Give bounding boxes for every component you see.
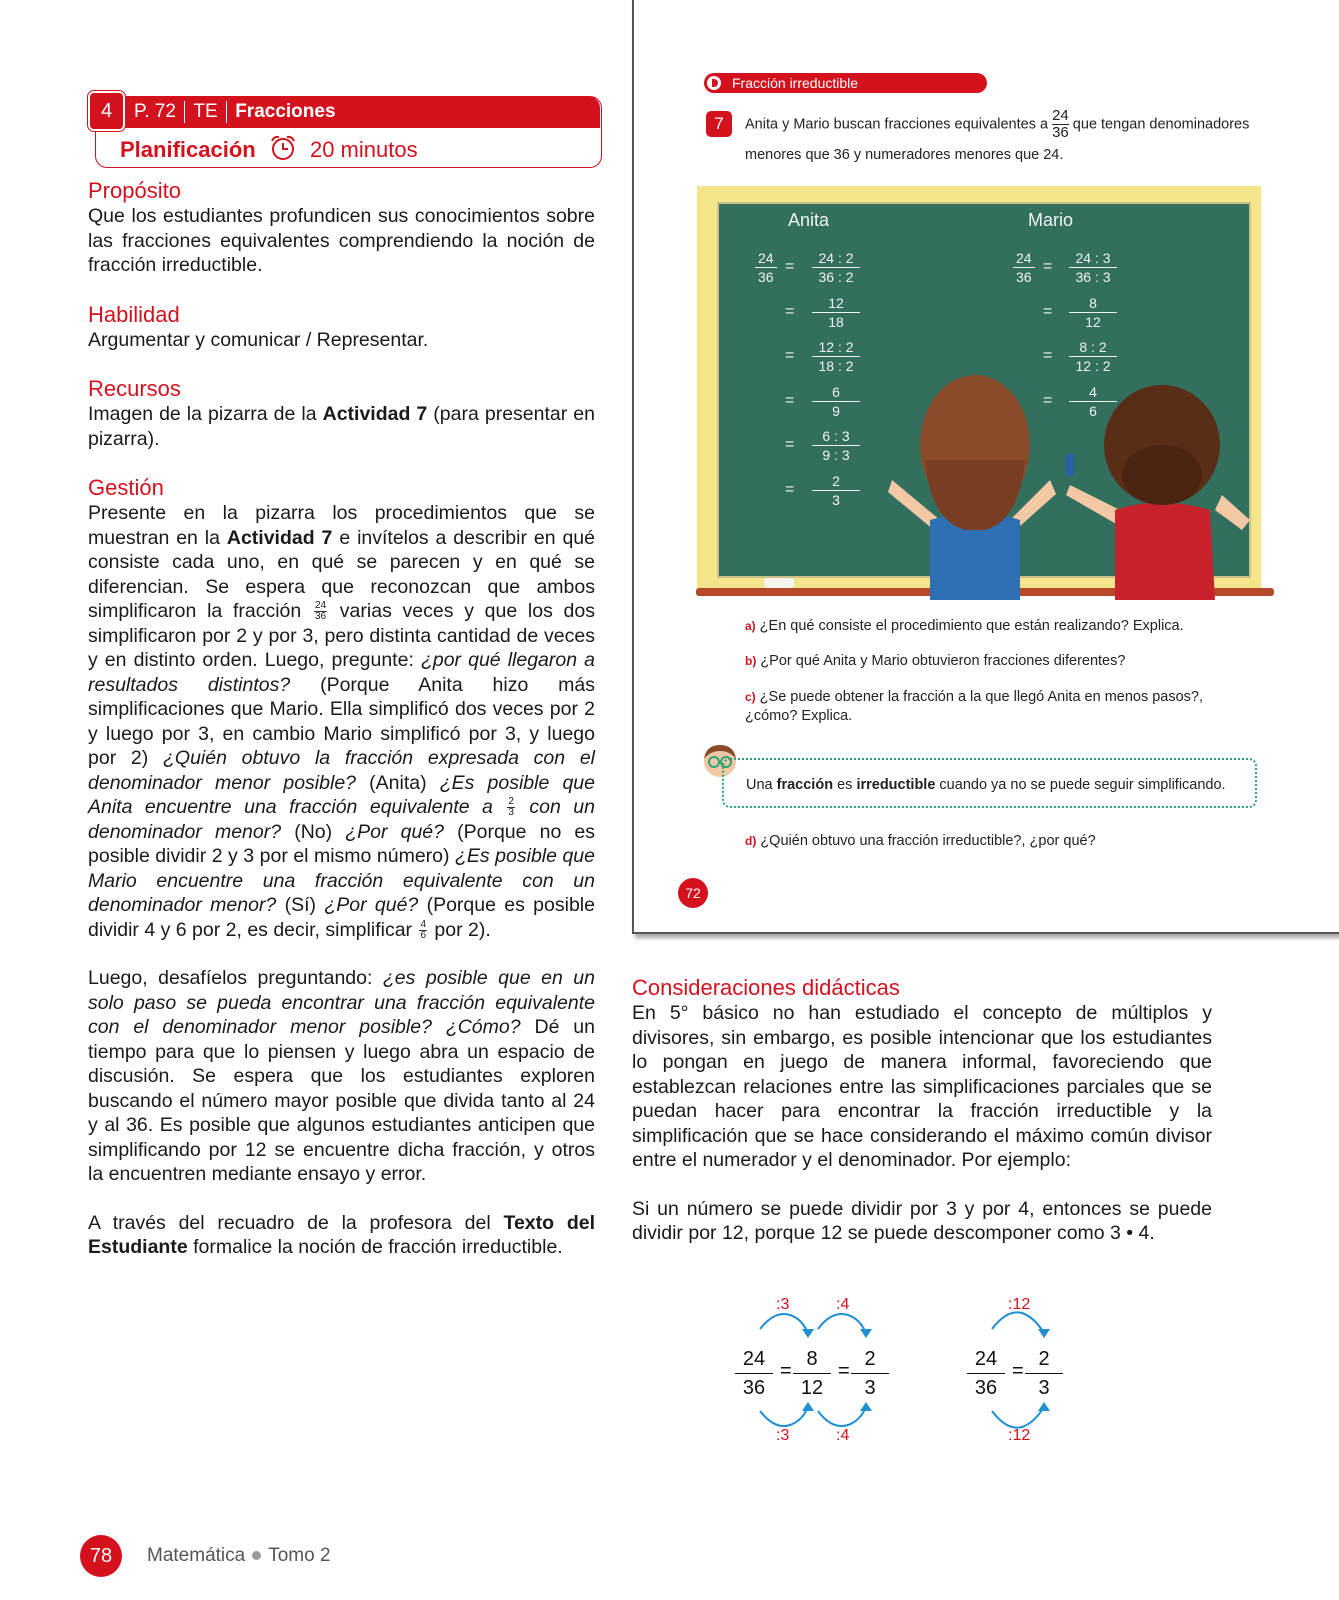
equals-sign: = <box>785 258 795 275</box>
equals-sign: = <box>780 1360 792 1382</box>
question-a: a) ¿En qué consiste el procedimiento que están realizando? Explica. <box>745 618 1184 634</box>
consideraciones-text: En 5° básico no han estudiado el concepto de múltiplos y divisores, sin embargo, es posible intencionar que los estudiantes lo pongan en juego de manera informal, favoreciendo que establezcan relaciones entre las simplificaciones parciales que se puedan hacer para encontrar la fracción irreductible y la simplificación que se hace considerando el máximo común divisor entre el numerador y el denominador. Por ejemplo: <box>632 1002 1212 1171</box>
board-fraction: 6 9 <box>812 383 860 420</box>
divide-label: :4 <box>836 1427 850 1444</box>
board-fraction: 24 : 2 36 : 2 <box>812 249 860 286</box>
equals-sign: = <box>785 347 795 364</box>
activity-question: Anita y Mario buscan fracciones equivalentes a $\frac{24}{36}$ que tengan denominadores menores que 36 y numeradores menores que 24. <box>745 107 1250 163</box>
diagram-fraction: 24 36 <box>735 1345 773 1402</box>
board-fraction: 8 : 2 12 : 2 <box>1069 338 1117 375</box>
board-fraction: 6 : 3 9 : 3 <box>812 427 860 464</box>
student-page-number: 72 <box>678 878 708 908</box>
challenge-text: Luego, desafíelos preguntando: ¿es posible que en un solo paso se pueda encontrar una fracción equivalente con el denominador menor posible? ¿Cómo? Dé un tiempo para que lo piensen y luego abra un espacio de discusión. Se espera que los estudiantes exploren buscando el número mayor posible que divida tanto al 24 y al 36. Es posible que algunos estudiantes anticipen que simplificando por 12 se encuentre dicha fracción, y otros la encuentren mediante ensayo y error. <box>88 967 595 1185</box>
proposito-text: Que los estudiantes profundicen sus conocimientos sobre las fracciones equivalentes comprendiendo la noción de fracción irreductible. <box>88 205 595 276</box>
equals-sign: = <box>785 391 795 409</box>
page-ref: P. 72 <box>134 101 176 122</box>
equals-sign: = <box>1043 391 1053 409</box>
fraction-4-6: $\frac{4}{6}$ <box>420 918 427 941</box>
footer-book: Matemática Tomo 2 <box>147 1545 331 1566</box>
equals-sign: = <box>785 436 795 453</box>
board-fraction: 2 3 <box>812 472 860 509</box>
planning-duration: 20 minutos <box>309 137 418 162</box>
recursos-text: Imagen de la pizarra de la Actividad 7 (para presentar en pizarra). <box>88 403 595 450</box>
gestion-text: Presente en la pizarra los procedimientos que se muestran en la Actividad 7 e invítelos a describir en qué consiste cada uno, en qué se parecen y en qué se diferencian. Se espera que reconozcan que ambos simplificaron la fracción $\frac{24}{36}$ varias veces y que los dos simplificaron por 2 y por 3, pero distinta cantidad de veces y en distinto orden. Luego, pregunte: ¿por qué llegaron a resultados distintos? (Porque Anita hizo más simplificaciones que Mario. Ella simplificó dos veces por 2 y luego por 3, en cambio Mario simplificó por 3, y luego por 2) ¿Quién obtuvo la fracción expresada con el denominador menor posible? (Anita) ¿Es posible que Anita encuentre una fracción equivalente a $\frac{2}{3}$ con un denominador menor? (No) ¿Por qué? (Porque no es posible dividir 2 y 3 por el mismo número) ¿Es posible que Mario encuentre una fracción equivalente con un denominador menor? (Sí) ¿Por qué? (Porque es posible dividir 4 y 6 por 2, es decir, simplificar $\frac{4}{6}$ por 2). <box>88 502 596 941</box>
divide-label: :12 <box>1008 1427 1031 1444</box>
board-fraction: 24 : 3 36 : 3 <box>1069 249 1117 286</box>
question-b: b) ¿Por qué Anita y Mario obtuvieron fracciones diferentes? <box>745 653 1126 669</box>
unit-number-badge: 4 <box>88 91 125 131</box>
diagram-fraction: 8 12 <box>793 1345 831 1402</box>
equals-sign: = <box>785 480 795 498</box>
mario-label: Mario <box>1028 210 1074 230</box>
tag-bullet-icon <box>707 76 721 90</box>
fraction-24-36: $\frac{24}{36}$ <box>1052 107 1069 141</box>
fraction-24-36: $\frac{24}{36}$ <box>314 600 327 623</box>
diagram-fraction: 24 36 <box>967 1345 1005 1402</box>
alarm-clock-icon <box>268 135 298 161</box>
consideraciones-example: Si un número se puede dividir por 3 y por 4, entonces se puede dividir por 12, porque 12 se puede descomponer como 3 • 4. <box>632 1197 1212 1244</box>
formalize-text: A través del recuadro de la profesora del Texto del Estudiante formalice la noción de fracción irreductible. <box>88 1211 595 1258</box>
habilidad-text: Argumentar y comunicar / Representar. <box>88 328 429 351</box>
board-fraction: 12 18 <box>812 294 860 331</box>
planning-label: Planificación <box>120 137 256 162</box>
equals-sign: = <box>785 302 795 320</box>
proposito-heading: Propósito <box>88 178 181 203</box>
left-column <box>88 178 595 1260</box>
question-c: c) ¿Se puede obtener la fracción a la que llegó Anita en menos pasos?, ¿cómo? Explica. <box>745 689 1204 724</box>
board-fraction: 12 : 2 18 : 2 <box>812 338 860 375</box>
gestion-heading: Gestión <box>88 475 164 500</box>
planning-line <box>120 135 418 163</box>
page-number: 78 <box>80 1535 122 1577</box>
recursos-heading: Recursos <box>88 376 181 401</box>
habilidad-heading: Habilidad <box>88 301 180 327</box>
equals-sign: = <box>1043 258 1053 275</box>
divider <box>184 101 186 123</box>
bullet-dot <box>252 1551 261 1560</box>
diagram-fraction: 2 3 <box>1025 1345 1063 1402</box>
fraction-2-3: $\frac{2}{3}$ <box>508 796 514 819</box>
te-label: TE <box>193 101 218 122</box>
divide-label: :12 <box>1008 1296 1031 1313</box>
equals-sign: = <box>838 1360 850 1382</box>
unit-title: Fracciones <box>235 101 336 122</box>
consideraciones-section <box>632 975 1212 1246</box>
equals-sign: = <box>1043 347 1053 364</box>
divide-label: :3 <box>776 1427 790 1444</box>
board-fraction: 4 6 <box>1069 383 1117 420</box>
anita-label: Anita <box>788 210 830 230</box>
definition-note: Una fracción es irreductible cuando ya no se puede seguir simplificando. <box>722 758 1257 808</box>
board-fraction: 8 12 <box>1069 294 1117 331</box>
equals-sign: = <box>1012 1360 1024 1382</box>
divide-label: :4 <box>836 1296 850 1313</box>
children-illustration <box>870 370 1270 600</box>
diagram-fraction: 2 3 <box>851 1345 889 1402</box>
activity-number: 7 <box>706 111 732 137</box>
chalk <box>764 578 794 588</box>
question-d: d) ¿Quién obtuvo una fracción irreductible?, ¿por qué? <box>745 833 1096 849</box>
consideraciones-heading: Consideraciones didácticas <box>632 975 900 1000</box>
divider <box>226 101 228 123</box>
equals-sign: = <box>1043 302 1053 320</box>
planning-header-bar <box>120 96 600 128</box>
divide-label: :3 <box>776 1296 790 1313</box>
section-tag: Fracción irreductible <box>704 73 987 93</box>
board-fraction: 24 36 <box>1013 249 1035 286</box>
board-fraction: 24 36 <box>755 249 777 286</box>
